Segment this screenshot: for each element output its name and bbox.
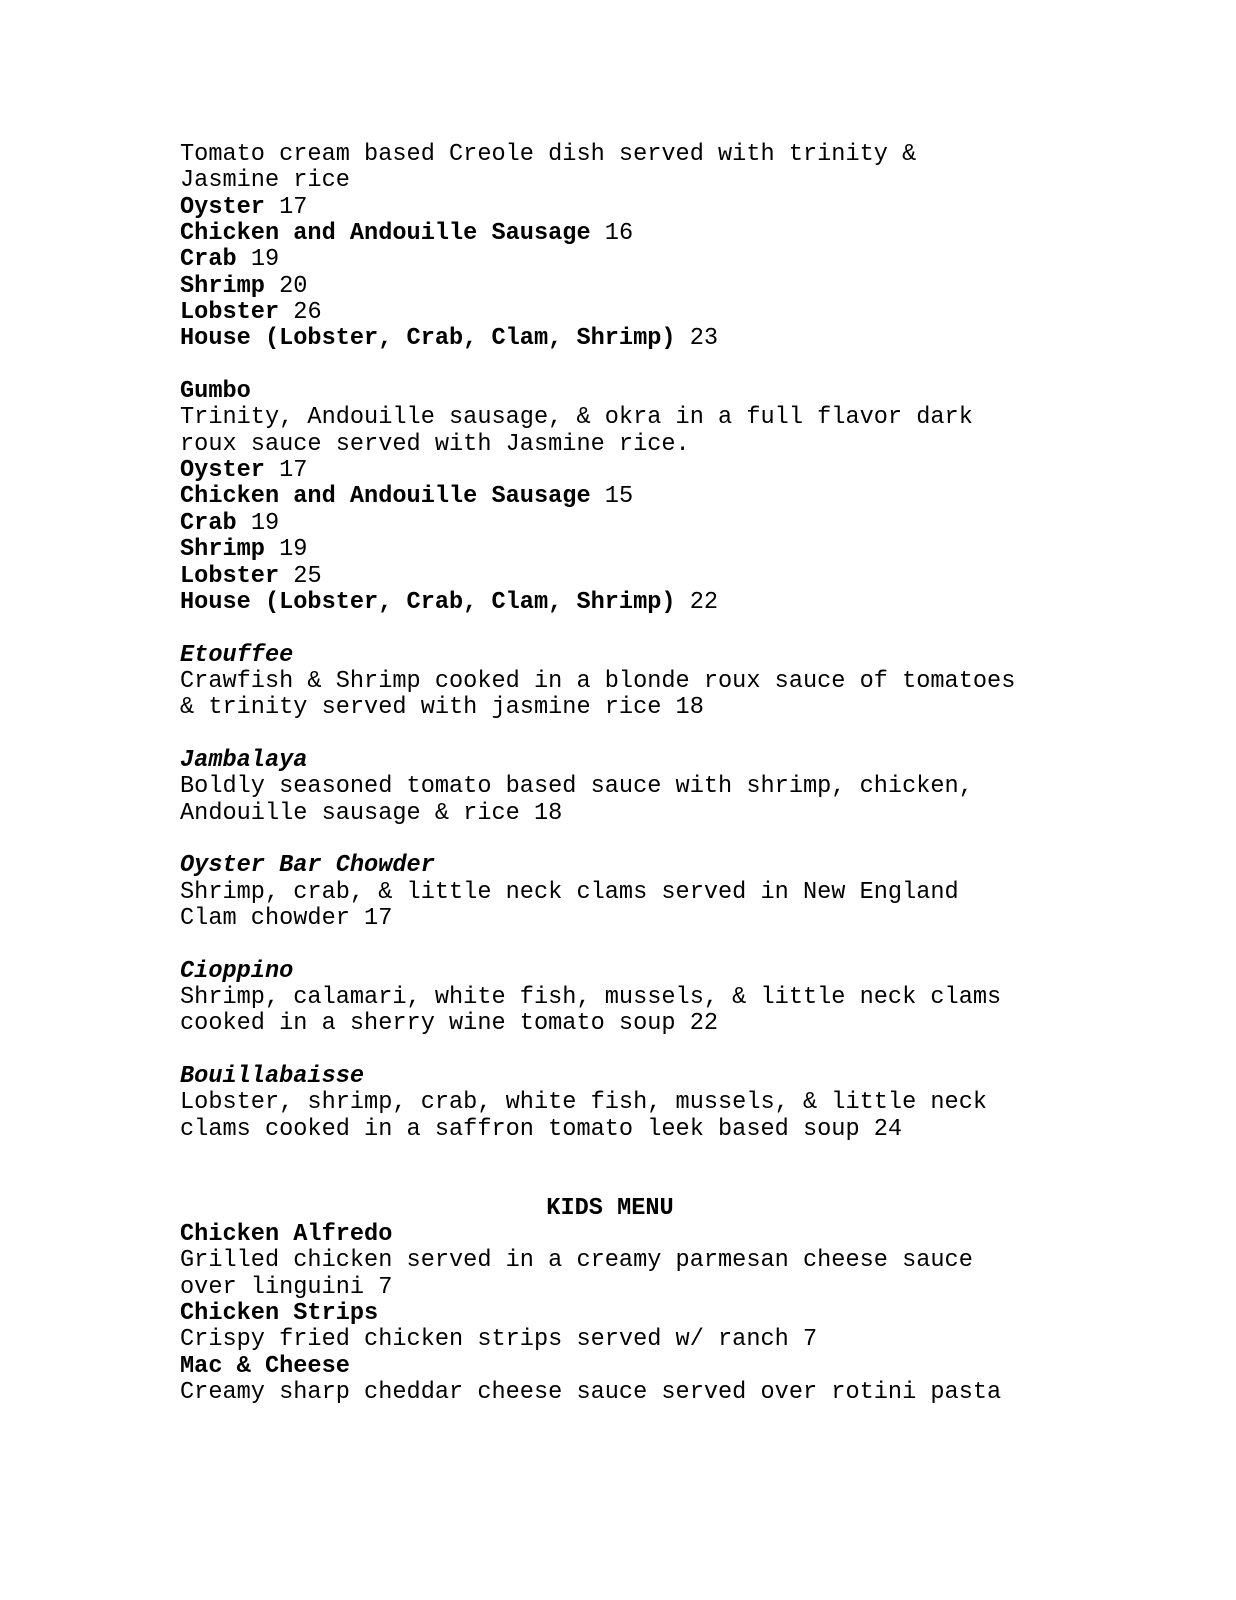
item-name: Shrimp [180, 536, 265, 564]
section-title-gumbo: Gumbo [180, 378, 251, 406]
item-price: 22 [689, 588, 719, 616]
section-title-bouillabaisse: Bouillabaisse [180, 1063, 365, 1091]
creole-description-line-1: Tomato cream based Creole dish served with trinity & [180, 141, 917, 168]
kids-item-title-mac: Mac & Cheese [180, 1352, 350, 1380]
menu-page [180, 142, 1180, 1407]
creole-section [180, 142, 1180, 353]
item-price: 16 [604, 220, 634, 248]
menu-item [180, 511, 1180, 537]
item-price: 19 [279, 536, 308, 564]
etouffee-description-line-2: & trinity served with jasmine rice 18 [180, 694, 704, 722]
spacer [180, 616, 1180, 642]
kids-item-title-alfredo: Chicken Alfredo [180, 1221, 393, 1249]
menu-item [180, 484, 1180, 510]
kids-menu-heading: KIDS MENU [546, 1194, 674, 1222]
item-name: Lobster [180, 562, 280, 590]
etouffee-description-line-1: Crawfish & Shrimp cooked in a blonde roux sauce of tomatoes [180, 667, 1016, 695]
item-name: Chicken and Andouille Sausage [180, 483, 591, 511]
jambalaya-description-line-1: Boldly seasoned tomato based sauce with shrimp, chicken, [180, 773, 973, 801]
item-name: Shrimp [180, 272, 265, 300]
item-price: 20 [279, 272, 308, 300]
spacer [180, 1143, 1180, 1196]
chowder-section [180, 853, 1180, 932]
gumbo-section [180, 379, 1180, 616]
item-price: 19 [250, 509, 280, 537]
item-price: 26 [293, 299, 322, 327]
menu-item [180, 564, 1180, 590]
item-price: 19 [250, 246, 280, 274]
menu-item [180, 247, 1180, 273]
menu-item [180, 458, 1180, 484]
item-name: Crab [180, 509, 237, 537]
menu-item [180, 537, 1180, 563]
gumbo-description-line-2: roux sauce served with Jasmine rice. [180, 430, 690, 458]
section-title-jambalaya: Jambalaya [180, 746, 308, 774]
etouffee-section [180, 643, 1180, 722]
gumbo-description-line-1: Trinity, Andouille sausage, & okra in a full flavor dark [180, 404, 973, 432]
menu-item [180, 274, 1180, 300]
item-price: 17 [279, 193, 308, 221]
chowder-description-line-1: Shrimp, crab, & little neck clams served in New England [180, 878, 959, 906]
spacer [180, 932, 1180, 958]
chowder-description-line-2: Clam chowder 17 [180, 904, 393, 932]
menu-item [180, 221, 1180, 247]
item-price: 23 [689, 325, 719, 353]
item-price: 15 [604, 483, 634, 511]
spacer [180, 1038, 1180, 1064]
item-name: Chicken and Andouille Sausage [180, 220, 591, 248]
menu-item [180, 590, 1180, 616]
menu-item [180, 326, 1180, 352]
item-name: Oyster [180, 193, 265, 221]
item-name: Oyster [180, 457, 265, 485]
cioppino-description-line-1: Shrimp, calamari, white fish, mussels, & little neck clams [180, 984, 1002, 1011]
cioppino-section [180, 959, 1180, 1038]
jambalaya-description-line-2: Andouille sausage & rice 18 [180, 799, 563, 827]
item-name: House (Lobster, Crab, Clam, Shrimp) [180, 588, 676, 616]
cioppino-description-line-2: cooked in a sherry wine tomato soup 22 [180, 1010, 719, 1038]
item-name: Lobster [180, 299, 280, 327]
bouillabaisse-description-line-2: clams cooked in a saffron tomato leek based soup 24 [180, 1115, 903, 1143]
jambalaya-section [180, 748, 1180, 827]
menu-item [180, 195, 1180, 221]
kids-strips-description: Crispy fried chicken strips served w/ ranch 7 [180, 1326, 818, 1354]
kids-item-title-strips: Chicken Strips [180, 1300, 379, 1328]
item-name: House (Lobster, Crab, Clam, Shrimp) [180, 325, 676, 353]
item-price: 17 [279, 457, 308, 485]
creole-description-line-2: Jasmine rice [180, 167, 350, 195]
item-price: 25 [293, 562, 322, 590]
kids-alfredo-description-line-2: over linguini 7 [180, 1273, 393, 1301]
kids-menu-section [180, 1196, 1180, 1407]
bouillabaisse-section [180, 1064, 1180, 1143]
spacer [180, 722, 1180, 748]
section-title-chowder: Oyster Bar Chowder [180, 852, 435, 880]
bouillabaisse-description-line-1: Lobster, shrimp, crab, white fish, mussels, & little neck [180, 1089, 988, 1117]
spacer [180, 827, 1180, 853]
section-title-etouffee: Etouffee [180, 641, 294, 669]
menu-item [180, 300, 1180, 326]
item-name: Crab [180, 246, 237, 274]
section-title-cioppino: Cioppino [180, 957, 294, 985]
kids-mac-description: Creamy sharp cheddar cheese sauce served over rotini pasta [180, 1379, 1002, 1407]
kids-alfredo-description-line-1: Grilled chicken served in a creamy parmesan cheese sauce [180, 1247, 973, 1275]
spacer [180, 353, 1180, 379]
